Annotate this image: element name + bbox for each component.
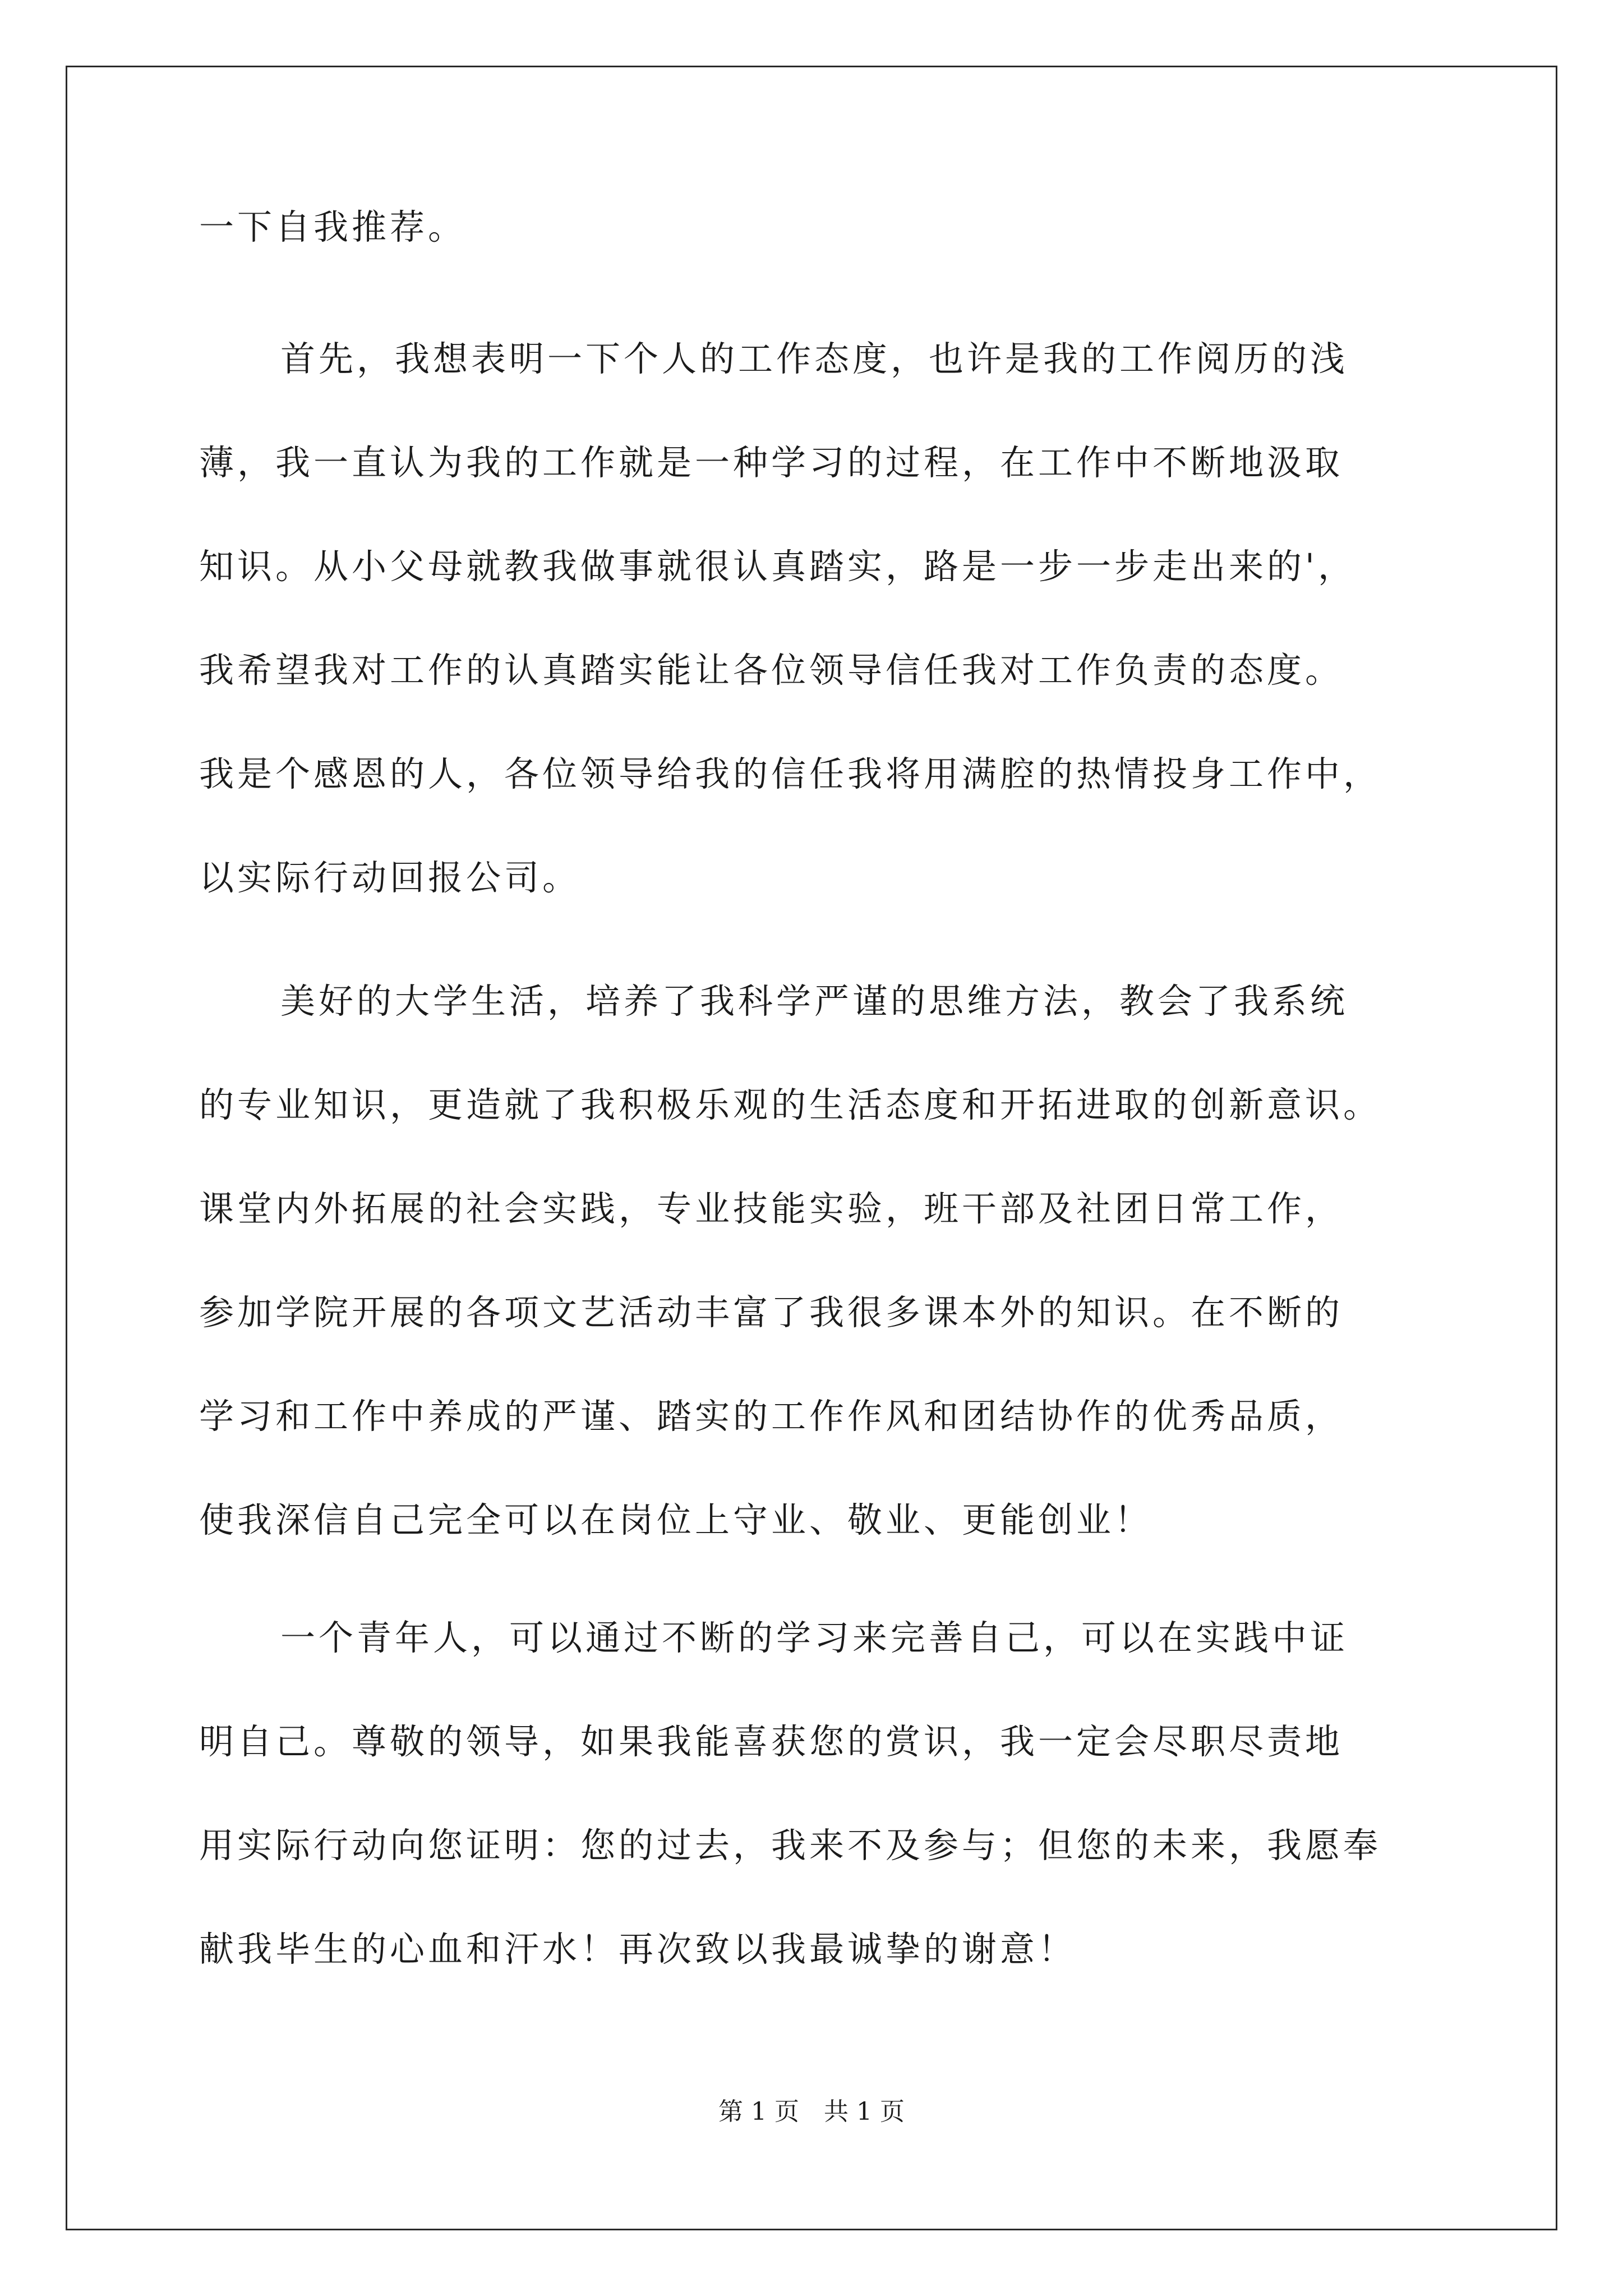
body-line: 明自己。尊敬的领导，如果我能喜获您的赏识，我一定会尽职尽责地 <box>199 1721 1344 1762</box>
paragraph-first-line: 一个青年人，可以通过不断的学习来完善自己，可以在实践中证 <box>280 1617 1349 1658</box>
body-line: 我希望我对工作的认真踏实能让各位领导信任我对工作负责的态度。 <box>199 650 1344 691</box>
body-line: 以实际行动回报公司。 <box>199 857 581 898</box>
paragraph-first-line: 首先，我想表明一下个人的工作态度，也许是我的工作阅历的浅 <box>280 338 1349 379</box>
body-line: 的专业知识，更造就了我积极乐观的生活态度和开拓进取的创新意识。 <box>199 1084 1382 1125</box>
body-line: 献我毕生的心血和汗水！再次致以我最诚挚的谢意！ <box>199 1929 1077 1970</box>
body-line: 参加学院开展的各项文艺活动丰富了我很多课本外的知识。在不断的 <box>199 1292 1344 1333</box>
page-frame <box>66 66 1557 2230</box>
body-line: 课堂内外拓展的社会实践，专业技能实验，班干部及社团日常工作， <box>199 1188 1344 1229</box>
body-line: 学习和工作中养成的严谨、踏实的工作作风和团结协作的优秀品质， <box>199 1396 1344 1437</box>
body-line: 使我深信自己完全可以在岗位上守业、敬业、更能创业！ <box>199 1499 1153 1540</box>
body-line: 薄，我一直认为我的工作就是一种学习的过程，在工作中不断地汲取 <box>199 442 1344 483</box>
body-line: 用实际行动向您证明：您的过去，我来不及参与；但您的未来，我愿奉 <box>199 1825 1382 1866</box>
body-line: 一下自我推荐。 <box>199 206 467 247</box>
body-line: 知识。从小父母就教我做事就很认真踏实，路是一步一步走出来的'， <box>199 546 1357 587</box>
page-number-footer: 第 1 页 共 1 页 <box>718 2097 905 2126</box>
body-line: 我是个感恩的人，各位领导给我的信任我将用满腔的热情投身工作中， <box>199 753 1382 794</box>
paragraph-first-line: 美好的大学生活，培养了我科学严谨的思维方法，教会了我系统 <box>280 981 1349 1022</box>
